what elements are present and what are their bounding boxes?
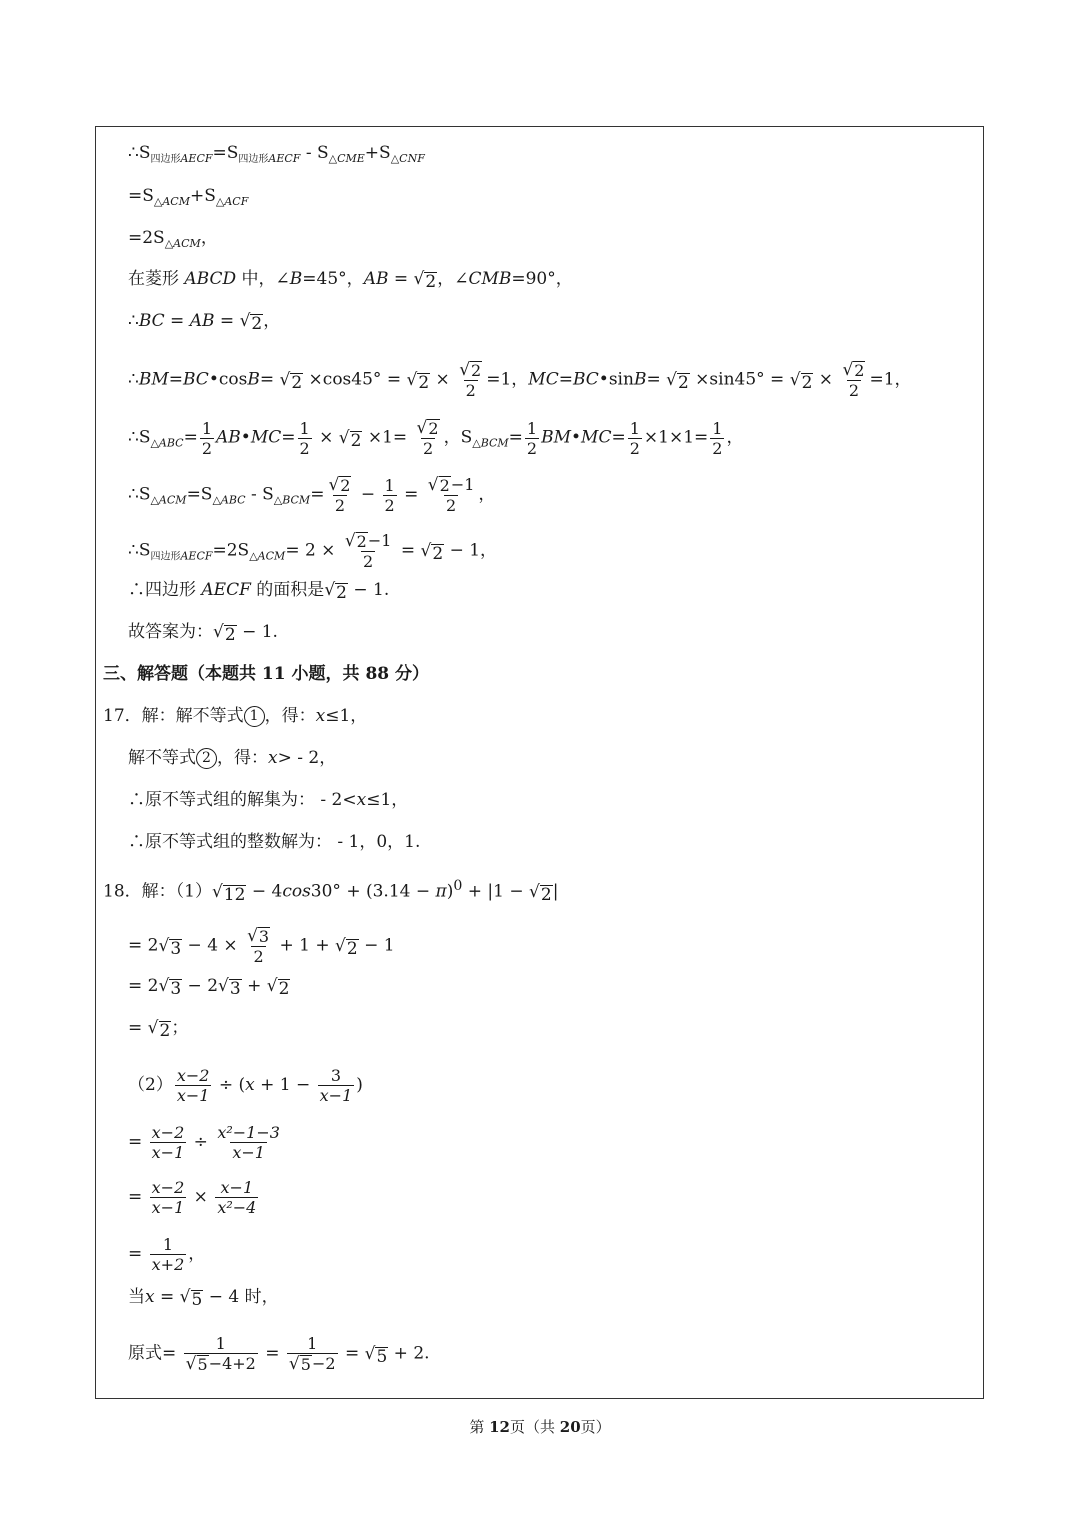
- line-sum-areas: $=S_{\triangle ACM}+S_{\triangle ACF}$: [128, 186, 249, 208]
- q18-result1: = √ 2 ；: [128, 1018, 189, 1041]
- q17-line2: 解不等式 2 ，得：x> - 2，: [128, 748, 337, 768]
- q18-final-value: 原式= 1 √ 5 −4+2 = 1 √ 5 −2 = √ 5 + 2.: [128, 1334, 430, 1374]
- q18-substitution: 当x = √ 5 − 4 时，: [128, 1287, 279, 1310]
- q18-part2-expression: （2） $\frac{x-2}{x-1}$ ÷ (x + 1 − $\frac{3}{x-1}$ ): [128, 1066, 363, 1105]
- page-number-footer: 第 12页（共 20页）: [469, 1418, 611, 1436]
- line-rhombus-given: 在菱形 ABCD 中，∠B=45°，AB = √ 2 ，∠CMB=90°，: [128, 269, 573, 292]
- q18-part2-step1: = $\frac{x-2}{x-1}$ ÷ $\frac{\text{x²−1−3}}{x-1}$: [128, 1123, 280, 1162]
- q18-step1: = 2 √ 3 − 4 × √ 3 2 + 1 + √ 2 − 1: [128, 926, 395, 966]
- line-aecf-area: $\therefore S_{四边形AECF}=2S_{\triangle ACM}= 2$ × √ 2 −1 2 = √ 2 − 1，: [128, 531, 498, 571]
- line-bm-mc: ∴BM=BC•cosB= √ 2 ×cos45° = √ 2 × √ 2 2 =1，MC=BC•sinB= √ 2 ×sin45° = √ 2 × √ 2 2 =1，: [128, 360, 912, 400]
- line-double-area: $=2S_{\triangle ACM}$，: [128, 228, 218, 250]
- q17-integer-solutions: ∴原不等式组的整数解为： - 1，0，1.: [128, 832, 421, 852]
- section-heading: 三、解答题（本题共 11 小题，共 88 分）: [103, 664, 430, 684]
- line-triangle-areas: $\therefore S_{\triangle ABC}=$ $\frac{1}{2}$ AB•MC= $\frac{1}{2}$ × √ 2 ×1= √ 2 2 ，$S_{\triangle BCM}=$ $\frac{1}{2}$ BM•MC= $\frac{1}{2}$ ×1×1= $\frac{1}{2}$ ，: [128, 418, 744, 458]
- q18-part2-step2: = $\frac{x-2}{x-1}$ × $\frac{x-1}{\text{x²−4}}$: [128, 1178, 257, 1217]
- line-answer: 故答案为： √ 2 − 1.: [128, 622, 278, 645]
- line-acm-area: $\therefore S_{\triangle ACM}=S_{\triangle ABC} - S_{\triangle BCM}=$ √ 2 2 − $\frac{1}{2}$ = √ 2 −1 2 ，: [128, 475, 496, 515]
- q18-step2: = 2 √ 3 − 2 √ 3 + √ 2: [128, 976, 290, 999]
- line-bc-equals-ab: ∴BC = AB = √ 2 ，: [128, 311, 281, 334]
- line-area-decomposition: $\therefore S_{四边形AECF}=S_{四边形AECF} - S_{\triangle CME}+S_{\triangle CNF}$: [128, 143, 425, 165]
- q17-solution-set: ∴原不等式组的解集为： - 2<x≤1，: [128, 790, 409, 810]
- q17-line1: 17．解：解不等式 1 ，得：x≤1，: [103, 706, 368, 726]
- q18-expression: 18．解：（1） √ 12 − $4\cos 30^\circ + (3.14 - \pi)^0 + |1$ − √ 2 |: [103, 878, 559, 905]
- line-area-conclusion: ∴四边形 AECF 的面积是 √ 2 − 1.: [128, 580, 390, 603]
- q18-part2-result: = $\frac{1}{x+2}$ ，: [128, 1235, 206, 1274]
